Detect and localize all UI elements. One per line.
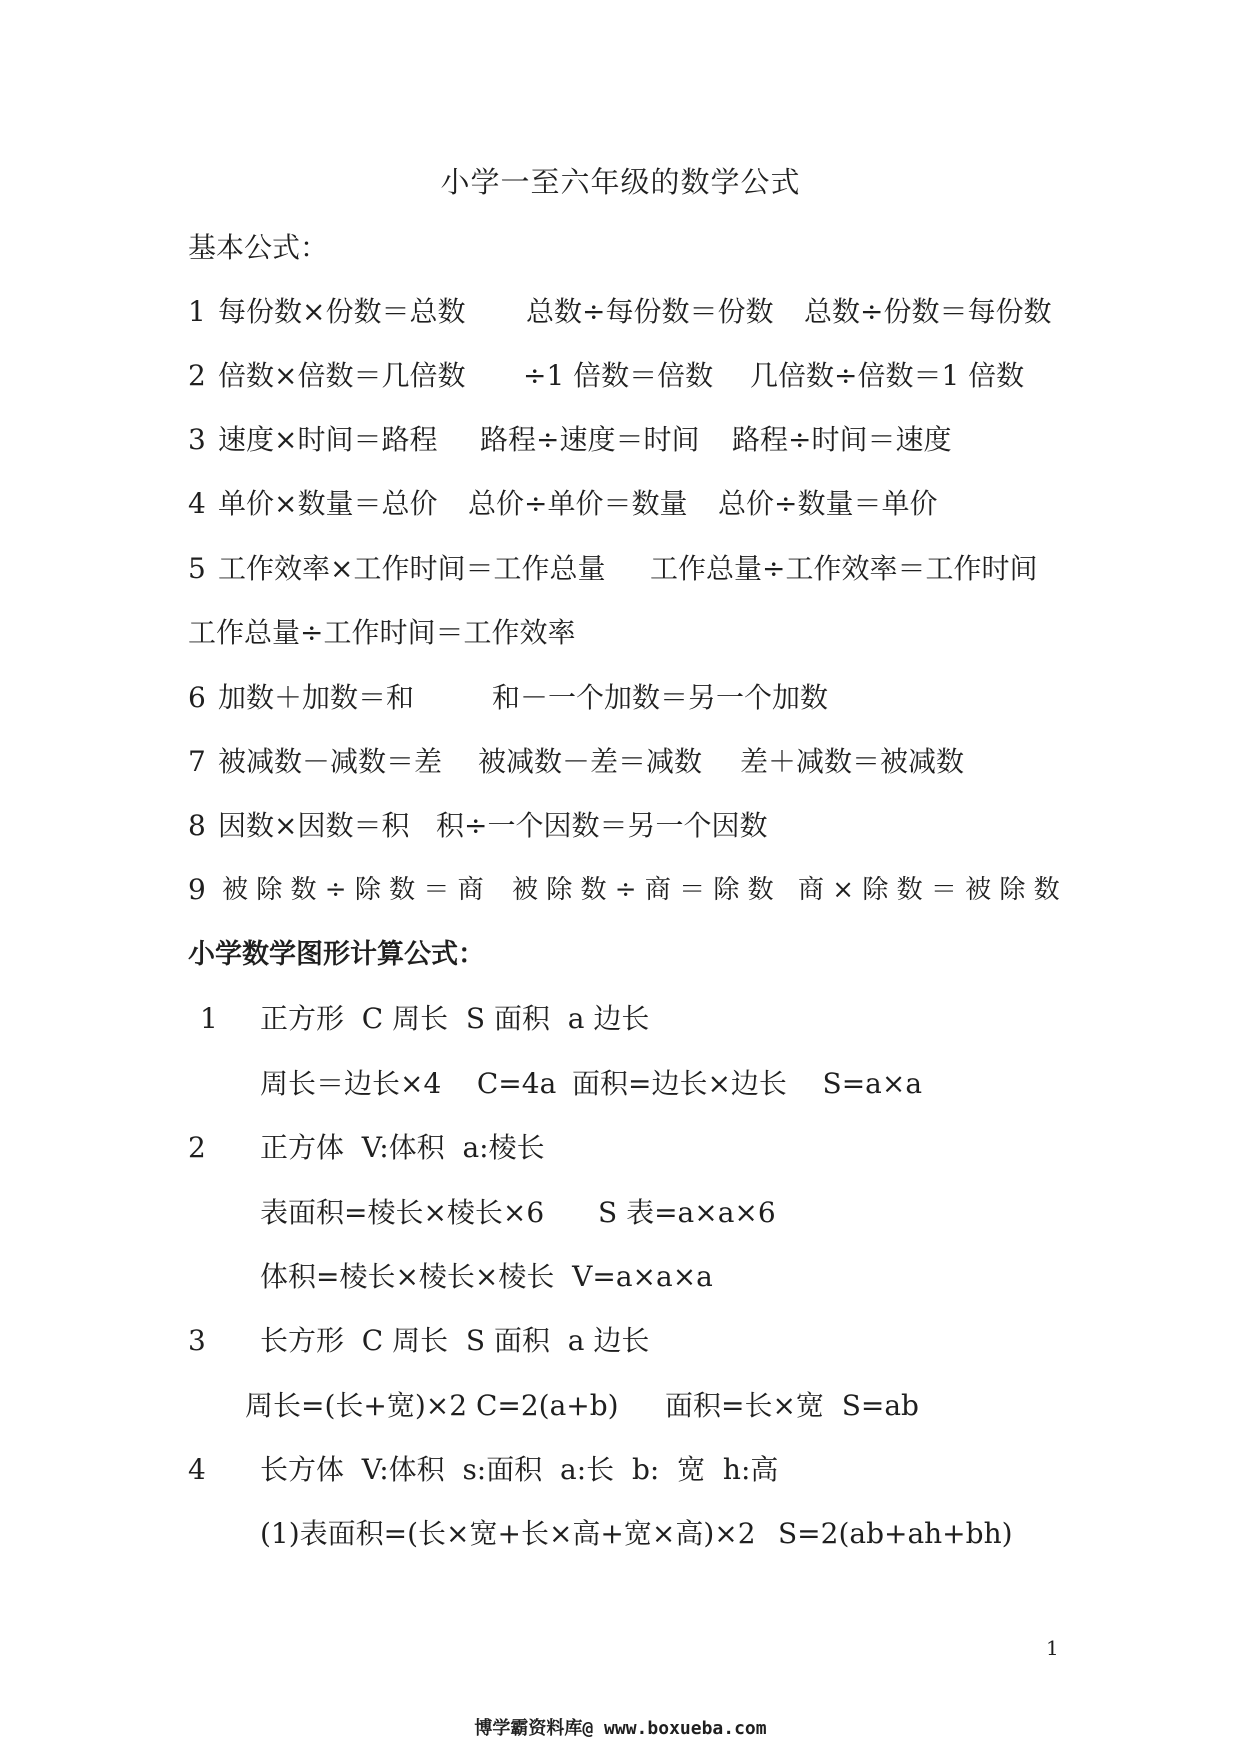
formula-row	[188, 294, 1052, 330]
row-number: 3	[188, 423, 206, 456]
section-header-basic: 基本公式：	[188, 231, 329, 264]
formula: 工作效率×工作时间＝工作总量	[218, 552, 606, 585]
page-number: 1	[1046, 1636, 1059, 1660]
formula: 单价×数量＝总价	[218, 487, 438, 520]
formula: 倍数×倍数＝几倍数	[218, 359, 466, 392]
formula: 被 除 数 ÷ 商 ＝ 除 数	[512, 875, 774, 905]
shape-formula-row	[260, 1516, 1013, 1552]
shape-title: 正方体 V:体积 a:棱长	[260, 1131, 545, 1164]
shape-number: 2	[188, 1131, 206, 1164]
shape-formula-row	[260, 1195, 776, 1231]
row-number: 9	[188, 873, 206, 906]
shape-title: 长方形 C 周长 S 面积 a 边长	[260, 1324, 650, 1357]
formula-row	[188, 551, 1038, 587]
formula: 商 × 除 数 ＝ 被 除 数	[798, 875, 1060, 905]
formula-row	[188, 872, 1060, 908]
formula: 和－一个加数＝另一个加数	[492, 681, 829, 714]
row-number: 1	[188, 295, 206, 328]
formula: 路程÷速度＝时间	[480, 423, 700, 456]
formula-row	[188, 486, 938, 522]
formula: 表面积=棱长×棱长×6	[260, 1196, 545, 1229]
shape-formula-row	[245, 1388, 919, 1424]
formula: 每份数×份数＝总数	[218, 295, 466, 328]
formula-row	[188, 358, 1025, 394]
formula: 总价÷单价＝数量	[468, 487, 688, 520]
row-number: 4	[188, 487, 206, 520]
formula: 工作总量÷工作效率＝工作时间	[650, 552, 1038, 585]
formula: (1)表面积=(长×宽+长×高+宽×高)×2	[260, 1517, 756, 1550]
row-number: 6	[188, 681, 206, 714]
formula: 体积=棱长×棱长×棱长 V=a×a×a	[260, 1260, 713, 1293]
formula: 几倍数÷倍数＝1 倍数	[750, 359, 1025, 392]
shape-formula-row	[260, 1066, 923, 1102]
formula: 加数＋加数＝和	[218, 681, 415, 714]
row-number: 8	[188, 809, 206, 842]
formula: 工作总量÷工作时间＝工作效率	[188, 616, 576, 649]
formula: 因数×因数＝积	[218, 809, 410, 842]
formula-row	[188, 680, 829, 716]
formula: 总数÷每份数＝份数	[526, 295, 774, 328]
shape-title-row	[200, 1001, 650, 1037]
formula: 被减数－差＝减数	[478, 745, 703, 778]
section-header-shapes: 小学数学图形计算公式：	[188, 939, 485, 970]
formula-row	[188, 744, 965, 780]
formula: 差＋减数＝被减数	[740, 745, 965, 778]
shape-title: 正方形 C 周长 S 面积 a 边长	[260, 1002, 650, 1035]
formula: 面积=长×宽 S=ab	[665, 1389, 919, 1422]
formula: 速度×时间＝路程	[218, 423, 438, 456]
formula: 被减数－减数＝差	[218, 745, 443, 778]
formula: 被 除 数 ÷ 除 数 ＝ 商	[222, 875, 484, 905]
formula: 周长＝边长×4 C=4a	[260, 1067, 557, 1100]
formula-row	[188, 808, 768, 844]
footer-watermark: 博学霸资料库@ www.boxueba.com	[474, 1718, 767, 1739]
formula: S 表=a×a×6	[598, 1196, 776, 1229]
shape-title-row	[188, 1452, 779, 1488]
shape-formula-row	[260, 1259, 713, 1295]
formula: 总价÷数量＝单价	[718, 487, 938, 520]
formula-row	[188, 422, 952, 458]
shape-number: 4	[188, 1453, 206, 1486]
row-number: 7	[188, 745, 206, 778]
formula: ÷1 倍数＝倍数	[523, 359, 714, 392]
shape-title-row	[188, 1323, 650, 1359]
formula: 周长=(长+宽)×2 C=2(a+b)	[245, 1389, 619, 1422]
page-title: 小学一至六年级的数学公式	[440, 165, 801, 199]
formula: S=2(ab+ah+bh)	[778, 1517, 1013, 1550]
shape-number: 1	[200, 1002, 218, 1035]
formula: 面积=边长×边长 S=a×a	[572, 1067, 923, 1100]
shape-title: 长方体 V:体积 s:面积 a:长 b: 宽 h:高	[260, 1453, 779, 1486]
formula: 总数÷份数＝每份数	[804, 295, 1052, 328]
formula: 积÷一个因数＝另一个因数	[436, 809, 768, 842]
shape-title-row	[188, 1130, 545, 1166]
row-number: 5	[188, 552, 206, 585]
formula: 路程÷时间＝速度	[732, 423, 952, 456]
formula-row	[188, 615, 575, 651]
row-number: 2	[188, 359, 206, 392]
shape-number: 3	[188, 1324, 206, 1357]
